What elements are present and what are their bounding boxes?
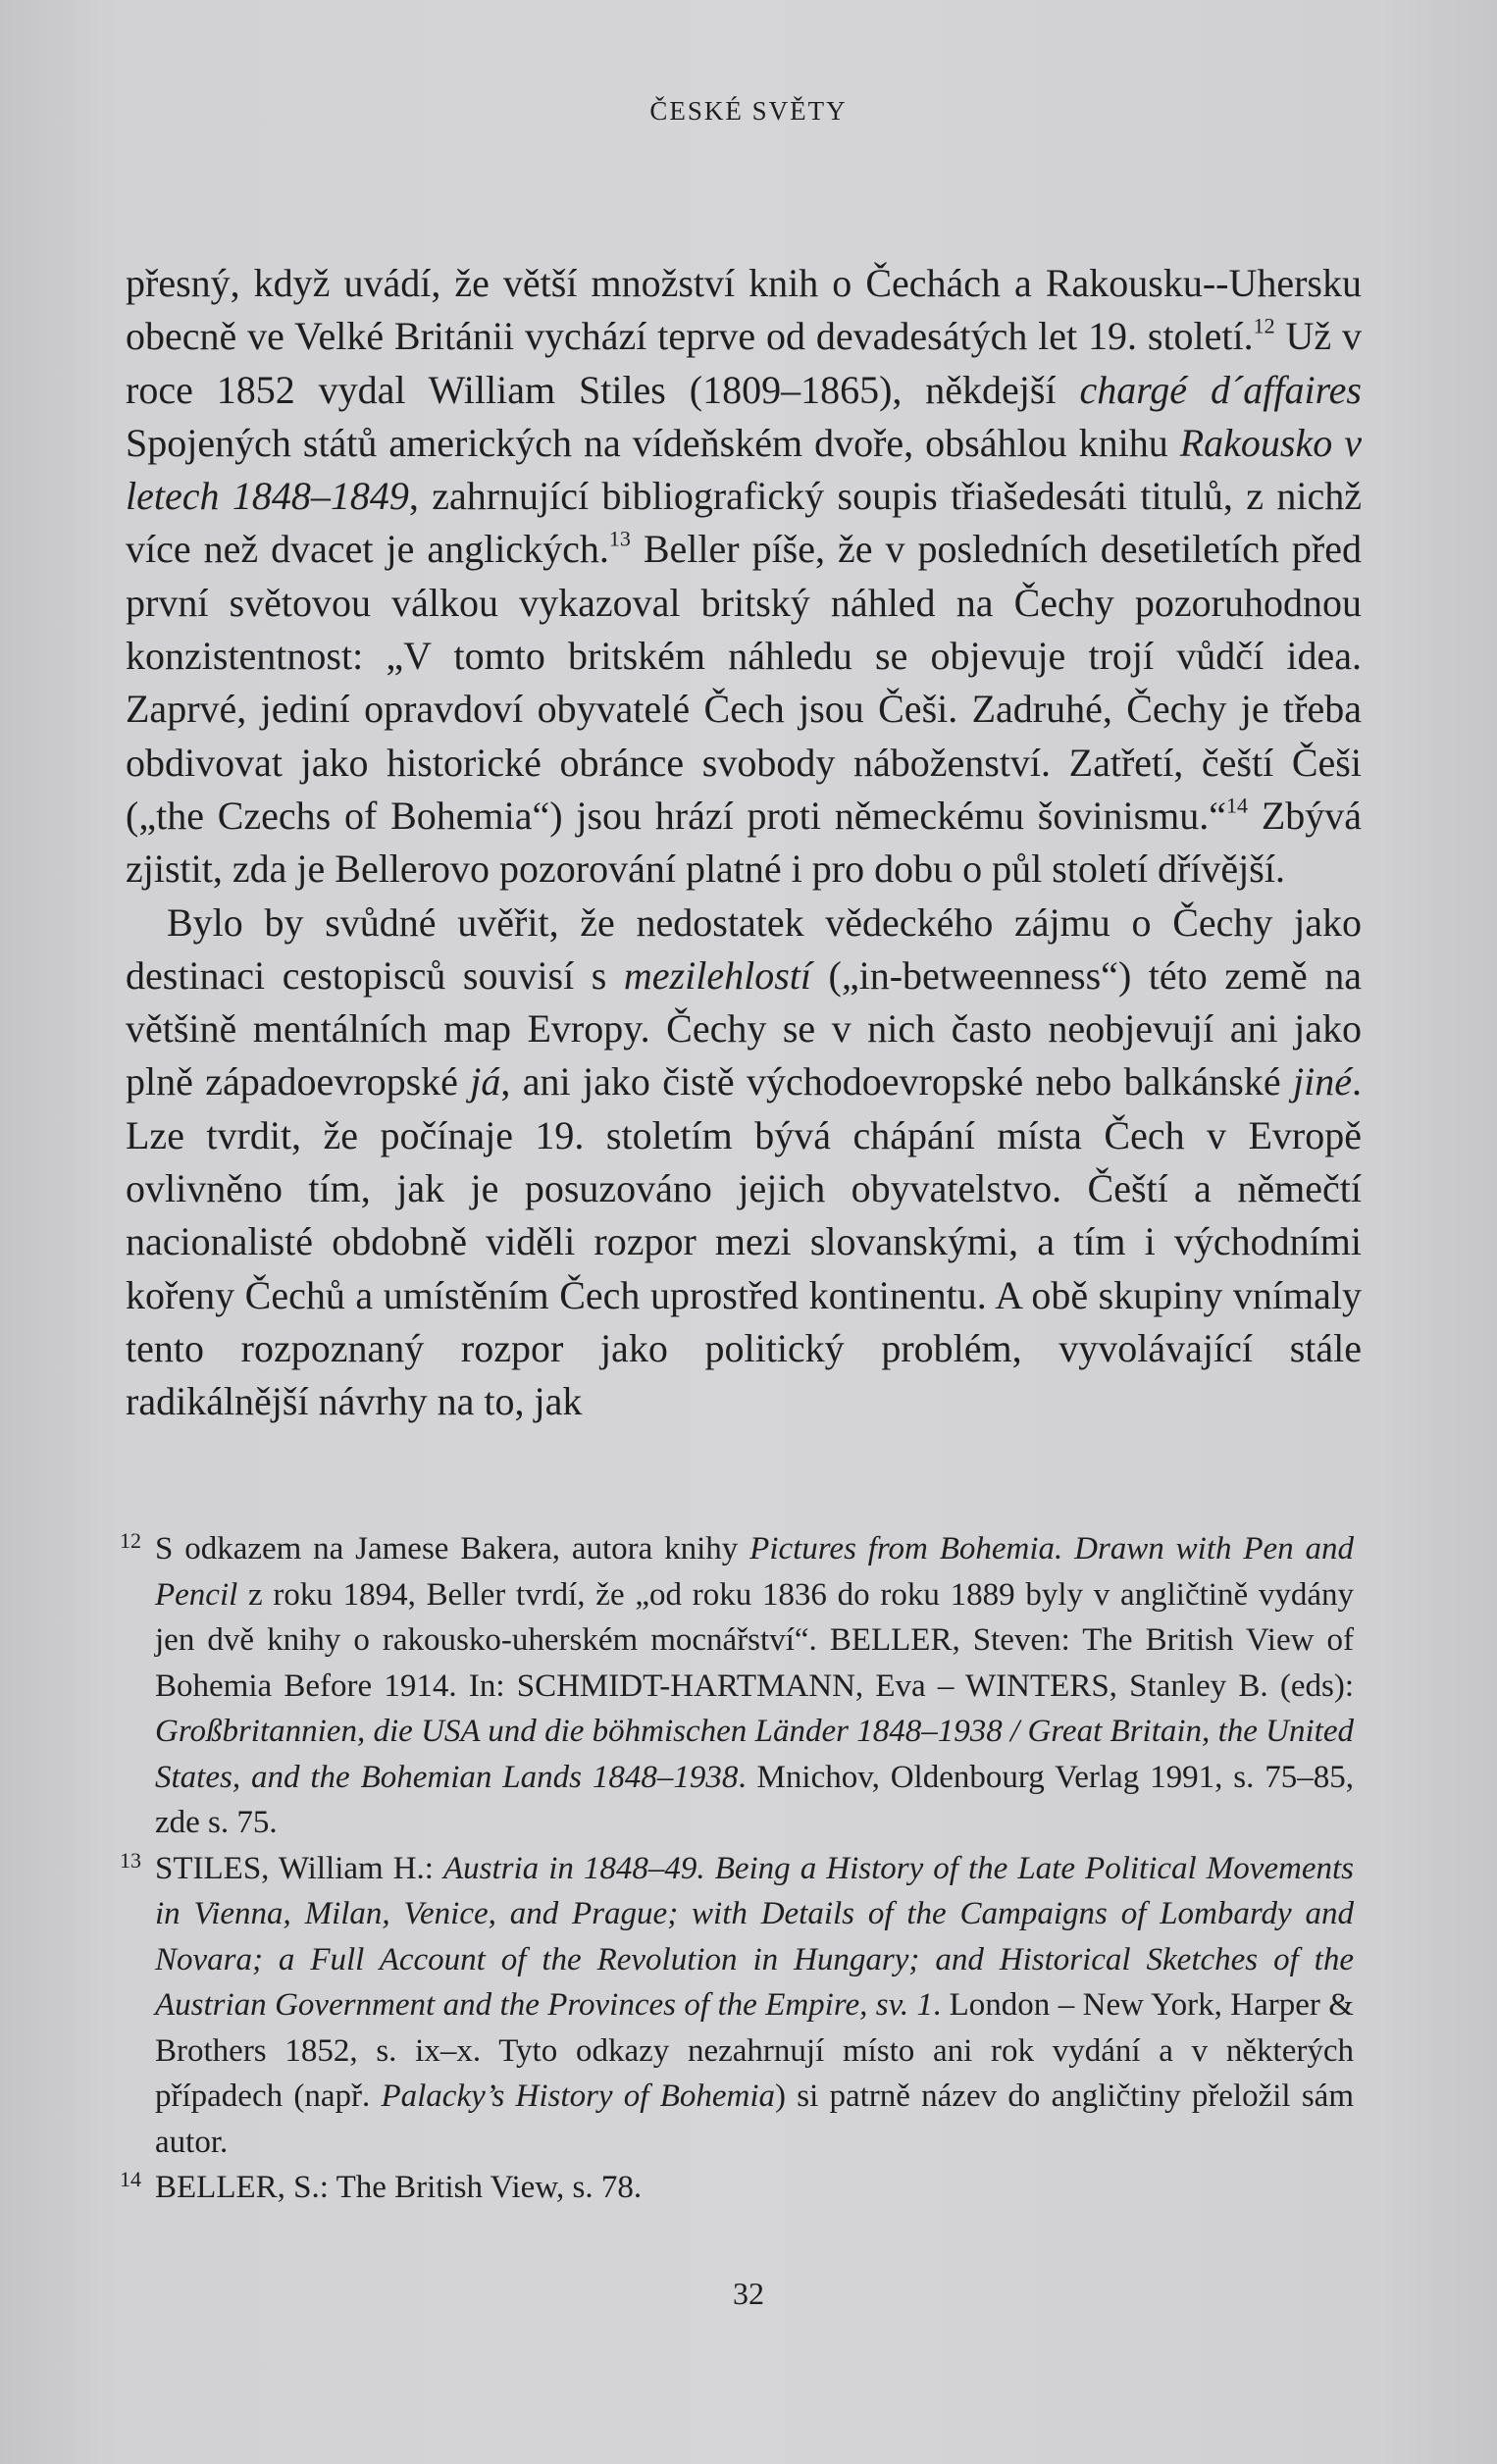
italic-text: Rakousko v letech 1848–1849 [126, 420, 1363, 519]
text-run: , ani jako čistě východoevropské nebo balkánské [500, 1059, 1293, 1104]
footnote-text [155, 2170, 642, 2205]
footnote-number: 12 [120, 1528, 141, 1553]
italic-text: chargé d´affaires [1079, 367, 1363, 412]
text-run: Už v roce 1852 vydal William Stiles (1809–1865), někdejší [126, 314, 1363, 412]
text-run: . Mnichov, Oldenbourg Verlag 1991, s. 75–85, zde s. 75. [155, 1759, 1354, 1840]
footnote-13 [120, 1846, 1354, 2166]
footnote-ref: 14 [1226, 793, 1249, 818]
footnote-14 [120, 2165, 1354, 2211]
footnote-ref: 13 [608, 526, 631, 551]
italic-text: jiné [1293, 1059, 1352, 1104]
text-run: Zbývá zjistit, zda je Bellerovo pozorování platné i pro dobu o půl století dřívější. [126, 793, 1363, 892]
text-run: STILES, William H.: [155, 1850, 443, 1886]
text-run: Spojených států amerických na vídeňském dvoře, obsáhlou knihu [126, 420, 1180, 465]
text-run: („in-betweenness“) této země na většině mentálních map Evropy. Čechy se v nich často neobjevují ani jako plně západoevropské [126, 952, 1362, 1104]
footnote-12 [120, 1526, 1354, 1846]
text-run: . London – New York, Harper & Brothers 1852, s. ix–x. Tyto odkazy nezahrnují místo ani rok vydání a v některých případech (např. [155, 1987, 1354, 2114]
footnote-ref: 12 [1253, 313, 1275, 338]
text-run: , zahrnující bibliografický soupis třiašedesáti titulů, z nichž více než dvacet je anglických. [126, 474, 1362, 572]
footnote-number: 13 [120, 1847, 141, 1873]
text-run: S odkazem na Jamese Bakera, autora knihy [155, 1531, 750, 1566]
italic-text: Austria in 1848–49. Being a History of the Late Political Movements in Vienna, Milan, Venice, and Prague; with Details of the Campaigns of Lombardy and Novara; a Full Account of the Revolution in Hungary; and Historical Sketches of the Austrian Government and the Provinces of the Empire, sv. 1 [155, 1850, 1354, 2023]
text-run: Beller píše, že v posledních desetiletích před první světovou válkou vykazoval britský náhled na Čechy pozoruhodnou konzistentnost: „V tomto britském náhledu se objevuje trojí vůdčí idea. Zaprvé, jediní opravdoví obyvatelé Čech jsou Češi. Zadruhé, Čechy je třeba obdivovat jako historické obránce svobody náboženství. Zatřetí, čeští Češi („the Czechs of Bohemia“) jsou hrází proti německému šovinismu.“ [126, 527, 1363, 838]
text-run: BELLER, S.: The British View, s. 78. [155, 2170, 643, 2205]
footnote-number: 14 [120, 2167, 141, 2191]
text-run: . Lze tvrdit, že počínaje 19. stoletím bývá chápání místa Čech v Evropě ovlivněno tím, jak je posuzováno jejich obyvatelstvo. Čeští a němečtí nacionalisté obdobně viděli rozpor mezi slovanskými, a tím i východními kořeny Čechů a umístěním Čech uprostřed kontinentu. A obě skupiny vnímaly tento rozpoznaný rozpor jako politický problém, vyvolávající stále radikálnější návrhy na to, jak [126, 1059, 1362, 1424]
italic-text: Palacky’s History of Bohemia [381, 2079, 776, 2114]
text-run: Bylo by svůdné uvěřit, že nedostatek vědeckého zájmu o Čechy jako destinaci cestopisců souvisí s [126, 899, 1362, 998]
paragraph [126, 257, 1362, 897]
footnote-text [155, 1531, 1354, 1840]
footnote-text [155, 1851, 1354, 2160]
italic-text: já [470, 1059, 501, 1104]
text-run: ) si patrně název do angličtiny přeložil sám autor. [155, 2079, 1354, 2160]
page-number: 32 [733, 2276, 764, 2311]
footnotes [120, 1526, 1354, 2211]
italic-text: Großbritannien, die USA und die böhmischen Länder 1848–1938 / Great Britain, the United States, and the Bohemian Lands 1848–1938 [155, 1714, 1354, 1795]
paragraph [126, 897, 1362, 1429]
text-run: z roku 1894, Beller tvrdí, že „od roku 1836 do roku 1889 byly v angličtině vydány jen dvě knihy o rakousko-uherském mocnářství“. BELLER, Steven: The British View of Bohemia Before 1914. In: SCHMIDT-HARTMANN, Eva – WINTERS, Stanley B. (eds): [155, 1576, 1354, 1704]
text-run: přesný, když uvádí, že větší množství knih o Čechách a Rakousku--Uhersku obecně ve Velké Británii vychází teprve od devadesátých let 19. století. [126, 261, 1362, 359]
running-head: ČESKÉ SVĚTY [649, 96, 848, 126]
italic-text: mezilehlostí [623, 952, 811, 998]
italic-text: Pictures from Bohemia. Drawn with Pen and Pencil [155, 1531, 1354, 1613]
main-text [126, 257, 1362, 1429]
